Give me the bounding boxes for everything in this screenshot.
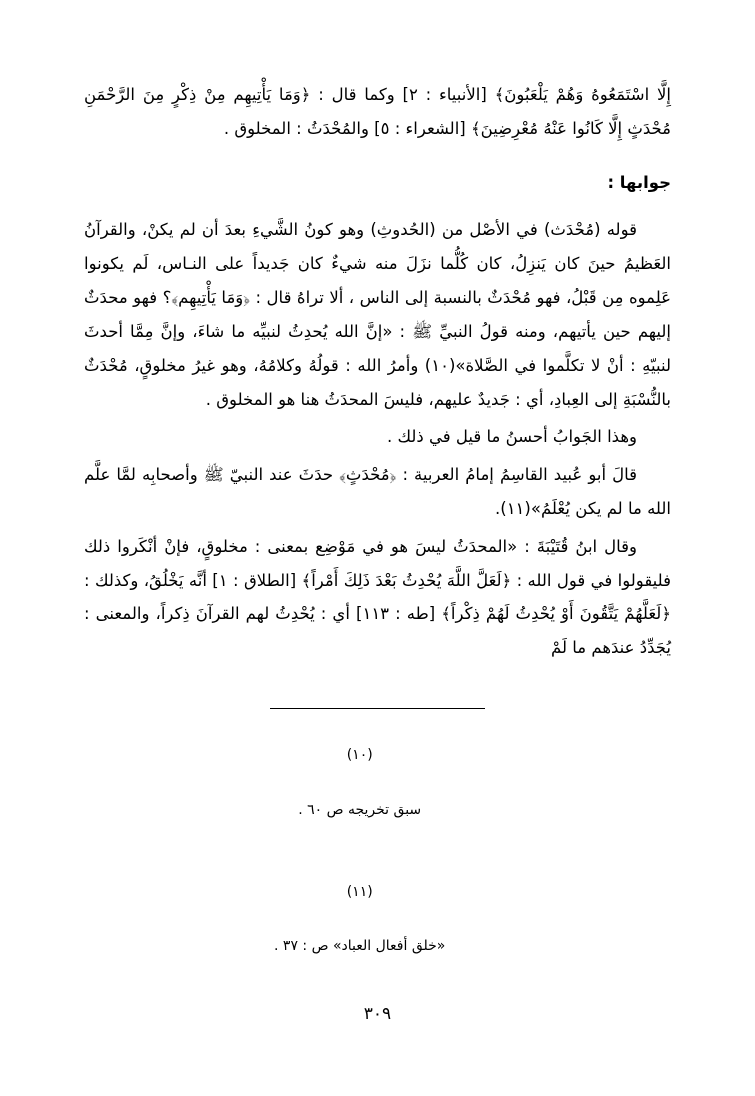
footnote-section: [84, 708, 671, 988]
footnote-divider: [84, 708, 671, 715]
paragraph-ibn-qutayba-quote: وقال ابنُ قُتَيْبَةَ : «المحدَثُ ليسَ هو في مَوْضِع بمعنى : مخلوقٍ، فإنْ أنْكَروا ذلك فليقولوا في قول الله : ﴿لَعَلَّ اللَّهَ يُحْدِثُ بَعْدَ ذَلِكَ أَمْراً﴾ [الطلاق : ١] أنَّه يَخْلُقُ، وكذلك : ﴿لَعَلَّهُمْ يَتَّقُونَ أَوْ يُحْدِثُ لَهُمْ ذِكْراً﴾ [طه : ١١٣] أي : يُحْدِثُ لهم القرآنَ ذِكراً، والمعنى : يُجَدِّدُ عندَهم ما لَمْ: [84, 536, 671, 658]
page-body: [84, 78, 671, 665]
paragraph-best-answer: وهذا الجَوابُ أحسنُ ما قيل في ذلك .: [387, 427, 637, 447]
page-number: ٣٠٩: [363, 1004, 392, 1024]
section-heading: جوابها :: [607, 172, 671, 192]
footnote-item: [84, 852, 671, 988]
footnote-marker: (١١): [346, 883, 373, 900]
footnote-item: [84, 715, 671, 851]
footnote-marker: (١٠): [346, 747, 373, 764]
footnote-list: [84, 715, 671, 988]
paragraph-quran-citation: إِلَّا اسْتَمَعُوهُ وَهُمْ يَلْعَبُونَ﴾ [الأنبياء : ٢] وكما قال : ﴿وَمَا يَأْتِيهِم مِنْ ذِكْرٍ مِنَ الرَّحْمَنِ مُحْدَثٍ إِلَّا كَانُوا عَنْهُ مُعْرِضِينَ﴾ [الشعراء : ٥] والمُحْدَثُ : المخلوق .: [84, 85, 671, 138]
paragraph-answer-explanation: قوله (مُحْدَث) في الأصْل من (الحُدوثِ) وهو كونُ الشَّيءِ بعدَ أن لم يكنْ، والقرآنُ العَظيمُ حينَ كان يَنزِلُ، كان كُلُّما نزَلَ منه شيءٌ كان جَديداً على النـاس، لَم يكونوا عَلِموه مِن قَبْلُ، فهو مُحْدَثٌ بالنسبة إلى الناس ، ألا تراهُ قال : ﴿وَمَا يَأْتِيهِم﴾؟ فهو محدَثٌ إليهم حين يأتيهم، ومنه قولُ النبيِّ ﷺ : «إنَّ الله يُحدِثُ لنبيِّه ما شاءَ، وإنَّ مِمَّا أحدثَ لنبيّهِ : أنْ لا تكلَّموا في الصَّلاة»(١٠) وأمرُ الله : قولُهُ وكلامُهُ، وهو غيرُ مخلوقٍ، مُحْدَثٌ بالنُّسْبَةِ إلى العِبادِ، أي : جَديدٌ عليهم، فليسَ المحدَثُ هنا هو المخلوق .: [84, 220, 671, 409]
footnote-text: سبق تخريجه ص ٦٠ .: [298, 801, 422, 818]
footnote-text: «خلق أفعال العباد» ص : ٣٧ .: [274, 938, 446, 955]
paragraph-abu-ubayd-quote: قالَ أبو عُبيد القاسِمُ إمامُ العربية : ﴿مُحْدَثٍ﴾ حدَثَ عند النبيّ ﷺ وأصحابِه لمَّا علَّم الله ما لم يكن يُعْلَمُ»(١١).: [84, 465, 671, 518]
